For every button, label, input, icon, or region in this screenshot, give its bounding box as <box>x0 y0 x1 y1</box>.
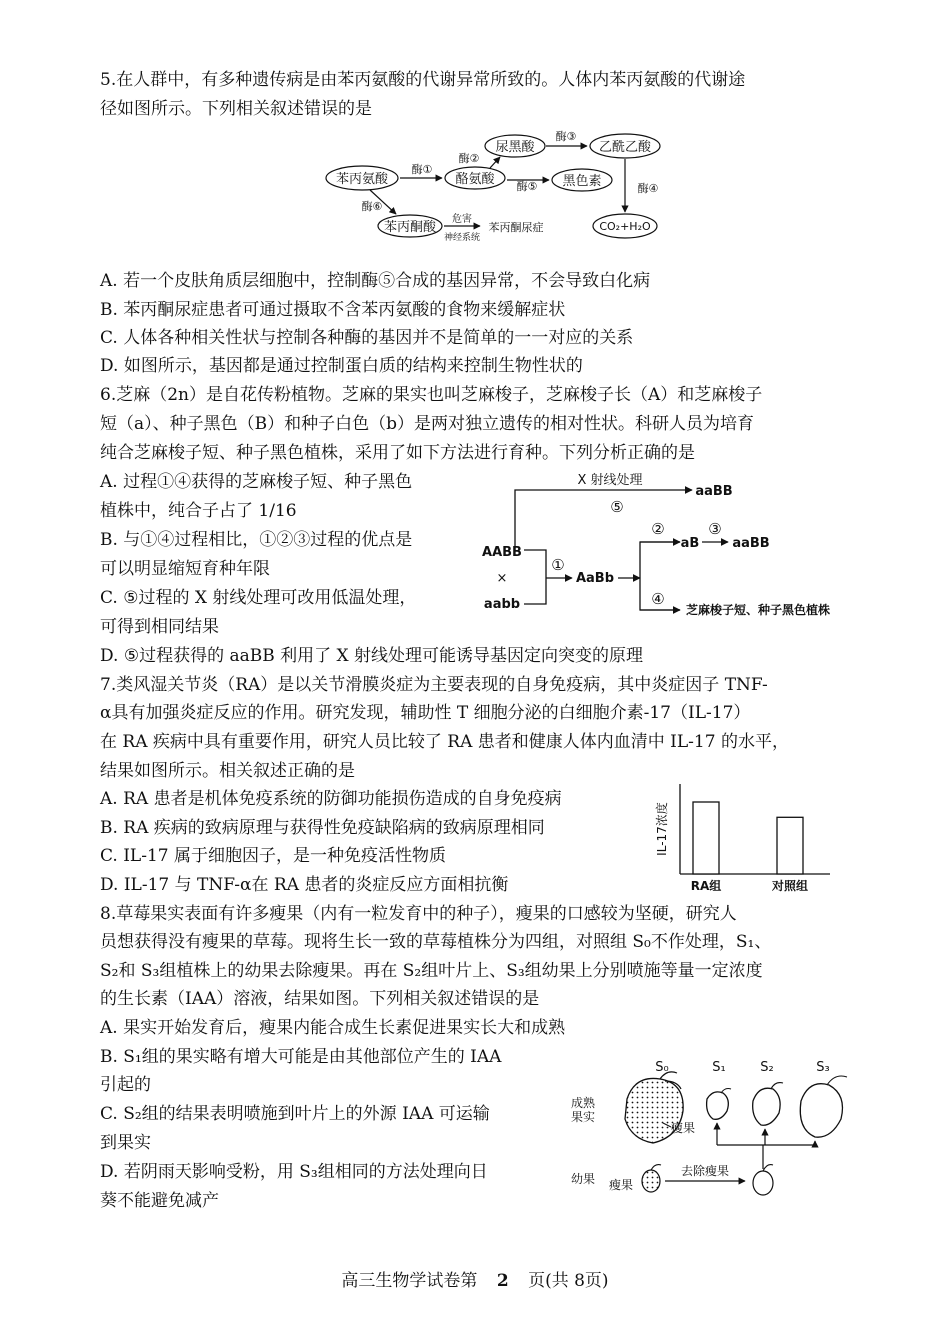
category-label-ra: RA组 <box>690 879 722 893</box>
enzyme-1-label: 酶① <box>411 163 433 176</box>
group-s3-label: S₃ <box>816 1060 830 1075</box>
q6-stem-line1: 6.芝麻（2n）是自花传粉植物。芝麻的果实也叫芝麻梭子，芝麻梭子长（A）和芝麻梭子 <box>100 385 763 405</box>
q8-option-c-line2: 到果实 <box>100 1133 151 1153</box>
footer-title: 高三生物学试卷第 <box>341 1271 478 1291</box>
strawberry-experiment-diagram <box>565 1055 865 1205</box>
metabolism-pathway-diagram <box>320 126 665 244</box>
q8-option-c-line1: C. S₂组的结果表明喷施到叶片上的外源 IAA 可运输 <box>100 1104 490 1124</box>
remove-achene-label: 去除瘦果 <box>680 1164 730 1178</box>
q6-option-a-line1: A. 过程①④获得的芝麻梭子短、种子黑色 <box>100 472 413 492</box>
enzyme-4-label: 酶④ <box>637 182 659 195</box>
nervous-system-label: 神经系统 <box>443 233 481 243</box>
aaBB-top-label: aaBB <box>695 484 733 499</box>
group-s0-label: S₀ <box>655 1060 669 1075</box>
q8-stem-line3: S₂和 S₃组植株上的幼果去除瘦果。再在 S₂组叶片上、S₃组幼果上分别喷施等量一定浓度 <box>100 961 763 981</box>
q8-option-a: A. 果实开始发育后，瘦果内能合成生长素促进果实长大和成熟 <box>100 1018 566 1038</box>
node-phenylalanine: 苯丙氨酸 <box>335 172 389 187</box>
node-homogentisic-acid: 尿黑酸 <box>495 140 535 155</box>
q5-stem-line2: 径如图所示。下列相关叙述错误的是 <box>100 99 372 119</box>
node-acetoacetic-acid: 乙酰乙酸 <box>598 140 652 155</box>
q7-stem-line1: 7.类风湿关节炎（RA）是以关节滑膜炎症为主要表现的自身免疫病，其中炎症因子 TNF- <box>100 675 768 695</box>
mature-fruit-label-2: 果实 <box>571 1110 596 1124</box>
achene-bottom-label: 瘦果 <box>609 1178 634 1192</box>
enzyme-6-label: 酶⑥ <box>361 200 383 213</box>
breeding-scheme-diagram <box>480 470 831 620</box>
xray-label: X 射线处理 <box>577 473 643 488</box>
q8-option-d-line1: D. 若阴雨天影响受粉，用 S₃组相同的方法处理向日 <box>100 1162 488 1182</box>
footer-total: 页(共 8页) <box>528 1271 609 1291</box>
group-s2-label: S₂ <box>760 1060 774 1075</box>
process-5-label: ⑤ <box>610 498 624 516</box>
node-co2-h2o: CO₂+H₂O <box>599 220 651 233</box>
q8-option-d-line2: 葵不能避免减产 <box>100 1191 219 1211</box>
strawberry-s2-icon <box>753 1083 783 1126</box>
bar-control-group <box>777 817 803 874</box>
y-axis-label: IL-17浓度 <box>655 802 669 856</box>
q7-option-d: D. IL-17 与 TNF-α在 RA 患者的炎症反应方面相抗衡 <box>100 875 509 895</box>
q5-stem-line1: 5.在人群中，有多种遗传病是由苯丙氨酸的代谢异常所致的。人体内苯丙氨酸的代谢途 <box>100 70 746 90</box>
parent-aabb-label: aabb <box>483 597 521 612</box>
enzyme-3-label: 酶③ <box>555 130 577 143</box>
q8-stem-line4: 的生长素（IAA）溶液，结果如图。下列相关叙述错误的是 <box>100 989 540 1009</box>
node-melanin: 黑色素 <box>562 174 602 189</box>
il17-bar-chart <box>640 778 840 896</box>
q7-stem-line4: 结果如图所示。相关叙述正确的是 <box>100 761 355 781</box>
q5-option-d: D. 如图所示，基因都是通过控制蛋白质的结构来控制生物性状的 <box>100 356 583 376</box>
aaBB-mid-label: aaBB <box>732 536 770 551</box>
node-tyrosine: 酪氨酸 <box>455 172 495 187</box>
footer-page-number: 2 <box>496 1271 509 1291</box>
process-4-label: ④ <box>651 590 665 608</box>
q7-option-b: B. RA 疾病的致病原理与获得性免疫缺陷病的致病原理相同 <box>100 818 545 838</box>
achene-top-label: 瘦果 <box>671 1121 696 1135</box>
target-plant-label: 芝麻梭子短、种子黑色植株 <box>686 603 831 617</box>
node-phenylketonuria: 苯丙酮尿症 <box>488 221 544 234</box>
q8-option-b-line2: 引起的 <box>100 1075 151 1095</box>
q7-stem-line2: α具有加强炎症反应的作用。研究发现，辅助性 T 细胞分泌的白细胞介素-17（IL-17） <box>100 703 751 723</box>
q7-option-a: A. RA 患者是机体免疫系统的防御功能损伤造成的自身免疫病 <box>100 789 562 809</box>
q5-option-c: C. 人体各种相关性状与控制各种酶的基因并不是简单的一一对应的关系 <box>100 328 634 348</box>
q6-option-c-line1: C. ⑤过程的 X 射线处理可改用低温处理， <box>100 588 417 608</box>
q7-stem-line3: 在 RA 疾病中具有重要作用，研究人员比较了 RA 患者和健康人体内血清中 IL-17 的水平， <box>100 732 789 752</box>
strawberry-s3-icon <box>800 1076 847 1137</box>
q6-option-b-line2: 可以明显缩短育种年限 <box>100 559 270 579</box>
q6-option-b-line1: B. 与①④过程相比，①②③过程的优点是 <box>100 530 413 550</box>
category-label-control: 对照组 <box>771 879 809 893</box>
cross-symbol: × <box>496 571 508 586</box>
gamete-aB-label: aB <box>680 536 700 551</box>
q6-option-a-line2: 植株中，纯合子占了 1/16 <box>100 501 297 521</box>
bar-ra-group <box>693 802 719 874</box>
q6-option-c-line2: 可得到相同结果 <box>100 617 219 637</box>
process-2-label: ② <box>651 520 665 538</box>
young-fruit-icon <box>642 1165 661 1192</box>
enzyme-2-label: 酶② <box>458 152 480 165</box>
process-1-label: ① <box>551 556 565 574</box>
achene-removed-fruit-icon <box>753 1165 773 1195</box>
q6-stem-line3: 纯合芝麻梭子短、种子黑色植株，采用了如下方法进行育种。下列分析正确的是 <box>100 443 695 463</box>
harm-label: 危害 <box>452 214 472 225</box>
strawberry-s1-icon <box>707 1089 731 1120</box>
q8-option-b-line1: B. S₁组的果实略有增大可能是由其他部位产生的 IAA <box>100 1047 502 1067</box>
q8-stem-line2: 员想获得没有瘦果的草莓。现将生长一致的草莓植株分为四组，对照组 S₀不作处理，S₁、 <box>100 932 772 952</box>
parent-AABB-label: AABB <box>482 545 522 560</box>
group-s1-label: S₁ <box>712 1060 726 1075</box>
mature-fruit-label-1: 成熟 <box>571 1096 596 1110</box>
node-phenylpyruvic-acid: 苯丙酮酸 <box>383 220 437 235</box>
q6-option-d: D. ⑤过程获得的 aaBB 利用了 X 射线处理可能诱导基因定向突变的原理 <box>100 646 644 666</box>
f1-AaBb-label: AaBb <box>575 571 615 586</box>
young-fruit-label: 幼果 <box>571 1172 596 1186</box>
q8-stem-line1: 8.草莓果实表面有许多瘦果（内有一粒发育中的种子），瘦果的口感较为坚硬，研究人 <box>100 904 737 924</box>
q6-stem-line2: 短（a）、种子黑色（B）和种子白色（b）是两对独立遗传的相对性状。科研人员为培育 <box>100 414 755 434</box>
q5-option-a: A. 若一个皮肤角质层细胞中，控制酶⑤合成的基因异常，不会导致白化病 <box>100 271 651 291</box>
page-footer <box>0 1266 950 1291</box>
q7-option-c: C. IL-17 属于细胞因子，是一种免疫活性物质 <box>100 846 446 866</box>
q5-option-b: B. 苯丙酮尿症患者可通过摄取不含苯丙氨酸的食物来缓解症状 <box>100 300 566 320</box>
process-3-label: ③ <box>708 520 722 538</box>
enzyme-5-label: 酶⑤ <box>516 180 538 193</box>
